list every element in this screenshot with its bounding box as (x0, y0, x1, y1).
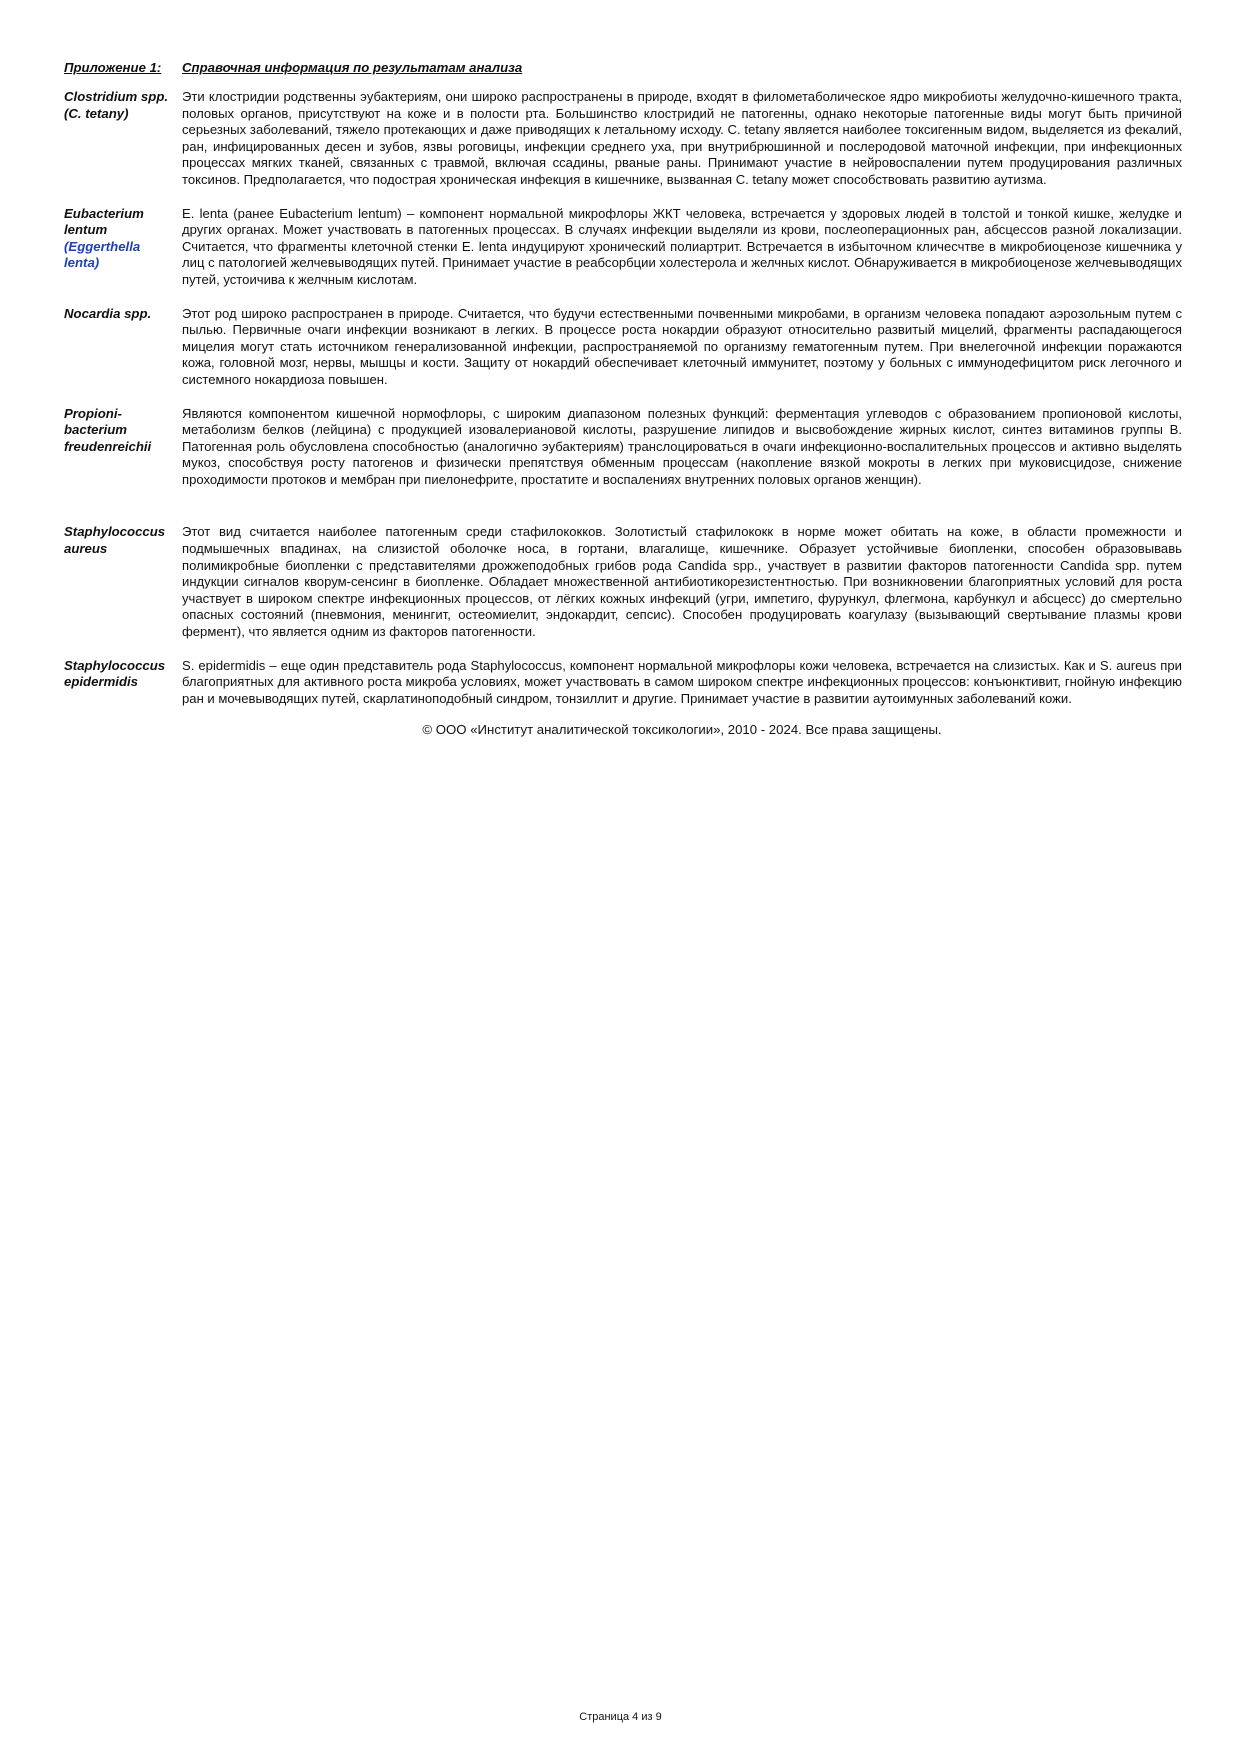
organism-description: S. epidermidis – еще один представитель рода Staphylococcus, компонент нормальной микрофлоры кожи человека, встречается на слизистых. Как и S. aureus при благоприятных для активного роста микроба условиях, может участвовать в самом широком спектре инфекционных процессов: конъюнктивит, гнойную инфекцию ран и мочевыводящих путей, скарлатиноподобный синдром, тонзиллит и другие. Принимает участие в развитии аутоимунных заболеваний кожи. (182, 657, 1182, 706)
entry-eubacterium (64, 206, 1182, 289)
organism-name (64, 524, 182, 557)
organism-description: Этот вид считается наиболее патогенным среди стафилококков. Золотистый стафилококк в норме может обитать на коже, в области промежности и подмышечных впадинах, на слизистой оболочке носа, в гортани, влагалище, кишечнике. Образует устойчивые биопленки, способен образовывавь полимикробные биопленки с представителями дрожжеподобных грибов рода Candida spp., участвует в развитии факторов патогенности Candida spp. путем индукции сигналов кворум-сенсинг в биопленке. Обладает множественной антибиотикорезистентностью. При возникновении благоприятных условий для роста участвует в широком спектре инфекционных процессов, от лёгких кожных инфекций (угри, импетиго, фурункул, флегмона, карбункул и абсцесс) до смертельно опасных состояний (пневмония, менингит, остеомиелит, эндокардит, сепсис). Способен продуцировать коагулазу (вызывающий свертывание плазмы крови фермент), что является одним из факторов патогенности. (182, 524, 1182, 640)
organism-name (64, 89, 182, 122)
organism-name-text: Propioni-bacterium freudenreichii (64, 405, 152, 454)
organism-description: Эти клостридии родственны эубактериям, они широко распространены в природе, входят в филометаболическое ядро микробиоты желудочно-кишечного тракта, половых органов, присутствуют на коже и в полости рта. Большинство клостридий не патогенны, однако некоторые патогенные виды могут быть причиной серьезных заболеваний, тяжело протекающих и даже приводящих к летальному исходу. C. tetany является наиболее токсигенным видом, выделяется из фекалий, ран, инфицированных десен и зубов, язвы роговицы, инфекции среднего уха, при внутрибрюшинной и послеродовой маточной инфекции, при инфекционных процессах мягких тканей, связанных с травмой, включая ссадины, рваные раны. Принимают участие в нейровоспалении путем продуцирования различных токсинов. Предполагается, что подострая хроническая инфекция в кишечнике, вызванная C. tetany может способствовать развитию аутизма. (182, 89, 1182, 187)
copyright-notice: © ООО «Институт аналитической токсикологии», 2010 - 2024. Все права защищены. (422, 722, 942, 738)
organism-description: Являются компонентом кишечной нормофлоры, с широким диапазоном полезных функций: ферментация углеводов с образованием пропионовой кислоты, метаболизм белков (лейцина) с продукцией изовалериановой кислоты, разрушение липидов и высвобождение жирных кислот, синтез витаминов группы В. Патогенная роль обусловлена способностью (аналогично эубактериям) транслоцироваться в очаги инфекционно-воспалительных процессов и активно выделять мукоз, способствуя росту патогенов и физически препятствуя обменным процессам (накопление вязкой мокроты в легких при муковисцидозе, снижение проходимости протоков и мембран при пиелонефрите, простатите и воспалениях внутренних половых органов женщин). (182, 405, 1182, 487)
organism-name-text: Clostridium spp. (C. tetany) (64, 89, 169, 121)
organism-name (64, 206, 182, 272)
entry-staphylococcus-epidermidis (64, 658, 1182, 708)
entry-staphylococcus-aureus (64, 524, 1182, 640)
organism-name-text: Staphylococcus epidermidis (64, 657, 166, 690)
organism-alt-name: (Eggerthella lenta) (64, 238, 141, 271)
organism-description: E. lenta (ранее Eubacterium lentum) – компонент нормальной микрофлоры ЖКТ человека, встречается у здоровых людей в толстой и тонкой кишке, желудке и других органах. Может участвовать в патогенных процессах. В случаях инфекции выделяли из крови, послеоперационных ран, абсцессов разной локализации. Считается, что фрагменты клеточной стенки E. lenta индуцируют хронический полиартрит. Встречается в избыточном кличесчтве в микробиоценозе кишечника у лиц с патологией желчевыводящих путей. Принимает участие в реабсорбции холестерола и желчных кислот. Обнаруживается в микробиоценозе желчевыводящих путей, устоичива к желчным кислотам. (182, 205, 1182, 287)
entry-nocardia (64, 306, 1182, 389)
entry-clostridium (64, 89, 1182, 189)
document-page (64, 60, 1182, 738)
organism-name (64, 406, 182, 456)
entry-propionibacterium (64, 406, 1182, 489)
organism-name (64, 658, 182, 691)
page-number: Страница 4 из 9 (579, 1711, 662, 1723)
organism-name-text: Staphylococcus aureus (64, 524, 166, 557)
appendix-header (64, 60, 1182, 76)
organism-description: Этот род широко распространен в природе. Считается, что будучи естественными почвенными микробами, в организм человека попадают аэрозольным путем с пылью. Первичные очаги инфекции возникают в легких. В процессе роста нокардии образуют относительно развитый мицелий, фрагменты распадающегося мицелия могут стать источником генерализованной инфекции, распространяемой по организму гематогенным путем. При внелегочной инфекции поражаются кожа, головной мозг, нервы, мышцы и кости. Защиту от нокардий обеспечивает клеточный иммунитет, поэтому у больных с иммунодефицитом риск легочного и системного нокардиоза повышен. (182, 305, 1182, 387)
organism-name-text: Nocardia spp. (64, 305, 152, 321)
appendix-label: Приложение 1: (64, 60, 162, 75)
organism-name (64, 306, 182, 323)
appendix-title: Справочная информация по результатам анализа (182, 60, 523, 75)
organism-name-text: Eubacterium lentum (64, 205, 144, 238)
